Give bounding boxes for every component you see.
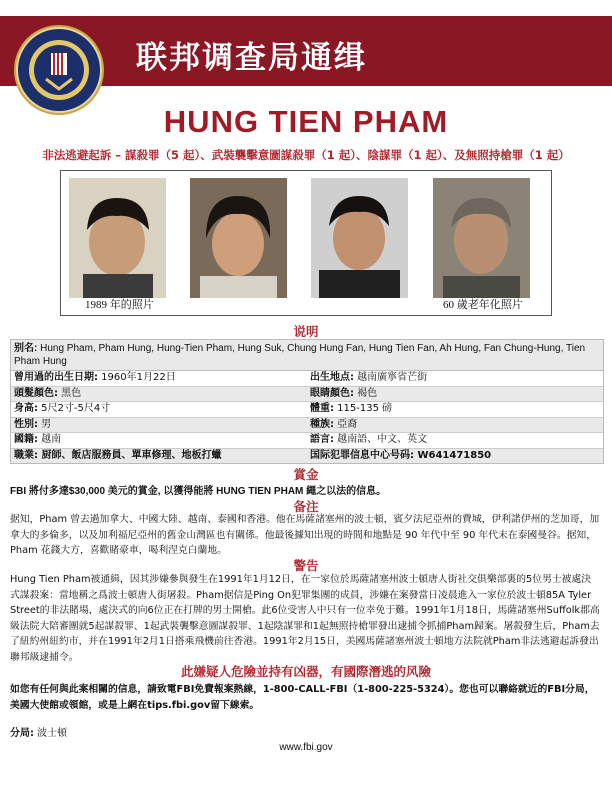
description-row (11, 418, 603, 434)
suspect-photo-2 (190, 178, 287, 298)
languages-value: 越南語、中文、英文 (334, 434, 428, 445)
aliases-row (11, 340, 603, 371)
nationality-label: 國籍: (14, 434, 38, 445)
race-label: 種族: (310, 418, 334, 430)
photo-caption-1989: 1989 年的照片 (85, 299, 154, 311)
aliases-value: Hung Pham, Pham Hung, Hung-Tien Pham, Hung Suk, Chung Hung Fan, Hung Tien Fan, Ah Hung, Fan Chung-Hung, Tien Pham Hung (14, 343, 586, 367)
hair-value: 黑色 (58, 387, 82, 399)
photo-panel (60, 170, 552, 316)
subject-name: HUNG TIEN PHAM (163, 104, 449, 139)
dob-label: 曾用過的出生日期: (14, 372, 98, 383)
nationality-value: 越南 (38, 434, 62, 445)
eyes-value: 褐色 (354, 387, 378, 399)
race-value: 亞裔 (334, 418, 358, 430)
weight-value: 115-135 磅 (334, 403, 393, 414)
occupations-label: 職業: 厨師、飯店服務員、單車修理、地板打蠟 (14, 449, 222, 461)
birthplace-value: 越南廣寧省芒街 (354, 372, 428, 383)
hair-label: 頭髮顏色: (14, 387, 58, 399)
sex-value: 男 (38, 418, 52, 430)
reward-text: FBI 將付多達$30,000 美元的賞金, 以獲得能將 HUNG TIEN PHAM 繩之以法的信息。 (10, 486, 387, 497)
field-office (10, 724, 67, 739)
languages-label: 語言: (310, 434, 334, 445)
description-row (11, 371, 603, 387)
remarks-heading: 备注 (293, 499, 319, 514)
aliases-label: 别名: (14, 343, 38, 354)
dob-value: 1960年1月22日 (98, 372, 176, 383)
footer-url[interactable]: www.fbi.gov (279, 742, 333, 753)
birthplace-label: 出生地点: (310, 372, 354, 383)
caution-heading: 警告 (293, 558, 319, 573)
suspect-photo-1 (69, 178, 166, 298)
height-label: 身高: (14, 403, 38, 414)
ncic-label: 国际犯罪信息中心号码: W641471850 (310, 449, 492, 461)
field-office-value: 波士頓 (34, 728, 68, 739)
description-row (11, 433, 603, 449)
danger-warning: 此嫌疑人危險並持有凶器，有國際潛逃的风險 (180, 664, 431, 679)
suspect-photo-aged (433, 178, 530, 298)
sex-label: 性別: (14, 418, 38, 430)
description-heading: 说明 (293, 324, 319, 339)
contact-text: 如您有任何與此案相關的信息，請致電FBI免費報案熱線，1-800-CALL-FBI（1-800-225-5324）。您也可以聯絡就近的FBI分局，美國大使館或領館，或是上網在tips.fbi.gov留下線索。 (10, 684, 595, 711)
page-title: 联邦调查局通缉 (136, 40, 367, 76)
charges-line: 非法逃避起訴 – 謀殺罪（5 起）、武裝襲擊意圖謀殺罪（1 起）、陰謀罪（1 起）、及無照持槍罪（1 起） (42, 148, 570, 162)
fbi-seal-icon (14, 25, 104, 115)
remarks-text: 据知，Pham 曾去過加拿大、中國大陸、越南、泰國和香港。他在馬薩諸塞州的波士頓，賓夕法尼亞州的費城，伊利諾伊州的芝加哥，加拿大的多倫多，以及加利福尼亞州的舊金山灣區也有關係。他最後據知出現的時間和地點是 90 年代中至 90 年代末在泰國曼谷。据知，Pham 花錢大方，喜歡賭豪車，喝利涅克白蘭地。 (10, 514, 600, 556)
field-office-label: 分局: (10, 728, 34, 739)
caution-text: Hung Tien Pham被通緝，因其涉嫌參與發生在1991年1月12日，在一家位於馬薩諸塞州波士頓唐人街社交俱樂部裏的5位男士被處決式謀殺案：當地稱之爲波士頓唐人街屠殺。Pham据信是Ping On犯罪集團的成員，涉嫌在案發當日凌晨進入一家位於波士頓85A Tyler Street的非法賭場，處決式的向6位正在打牌的男士開槍。此6位受害人中只有一位幸免于難。1991年1月18日，馬薩諸塞州Suffolk郡高級法院大陪審團就5起謀殺罪、1起武裝襲擊意圖謀殺罪、1起陰謀罪和1起無照持槍罪發出逮捕令抓捕Pham歸案。屠殺發生后，Pham去了紐約州紐約市，并在1991年2月1日搭乘飛機前往香港。1991年2月15日，美國馬薩諸塞州波士頓地方法院就Pham非法逃避起訴發出聯邦級逮捕令。 (10, 574, 600, 663)
photo-caption-aged: 60 歲老年化照片 (443, 299, 523, 311)
suspect-photo-3 (311, 178, 408, 298)
description-row (11, 387, 603, 403)
description-row (11, 449, 603, 464)
eyes-label: 眼睛顏色: (310, 387, 354, 399)
reward-heading: 賞金 (293, 467, 319, 482)
description-table (10, 339, 604, 464)
weight-label: 體重: (310, 403, 334, 414)
height-value: 5尺2寸-5尺4寸 (38, 403, 111, 414)
description-row (11, 402, 603, 418)
